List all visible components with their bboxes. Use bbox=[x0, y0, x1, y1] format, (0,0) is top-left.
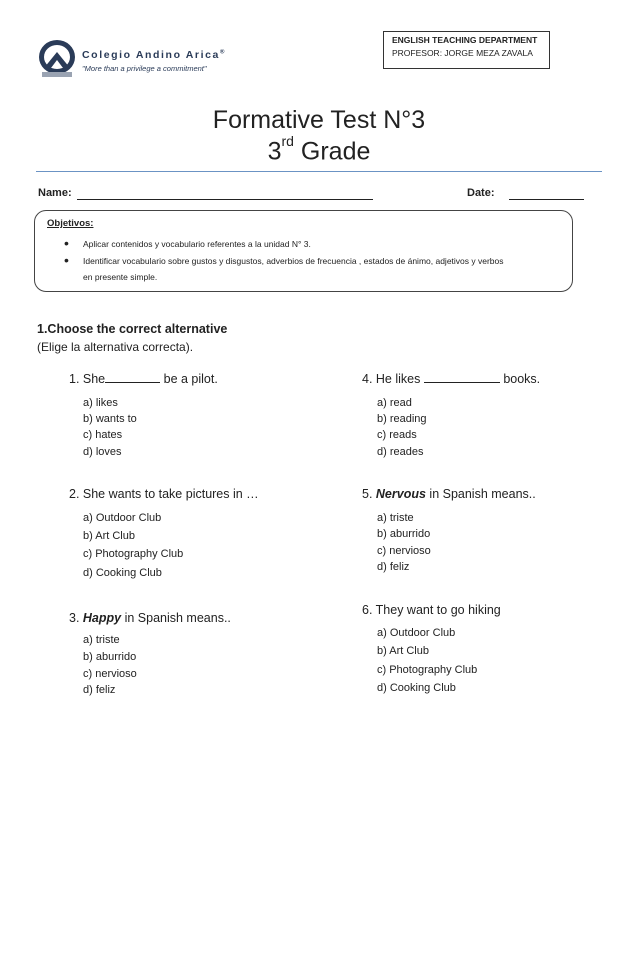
option-2c[interactable]: c) Photography Club bbox=[83, 548, 184, 560]
objectives-title: Objetivos: bbox=[47, 218, 94, 229]
answer-blank[interactable] bbox=[424, 371, 500, 383]
department-label: ENGLISH TEACHING DEPARTMENT bbox=[392, 35, 538, 45]
date-label: Date: bbox=[467, 187, 495, 199]
section-title: 1.Choose the correct alternative bbox=[37, 322, 228, 336]
name-field[interactable] bbox=[77, 199, 373, 200]
question-6: 6. They want to go hiking bbox=[362, 603, 501, 617]
objective-item-2-cont: en presente simple. bbox=[83, 272, 158, 282]
option-3a[interactable]: a) triste bbox=[83, 634, 120, 646]
school-slogan: "More than a privilege a commitment" bbox=[82, 64, 207, 73]
department-box bbox=[383, 31, 550, 69]
teacher-label: PROFESOR: JORGE MEZA ZAVALA bbox=[392, 48, 533, 58]
option-4a[interactable]: a) read bbox=[377, 397, 412, 409]
option-1c[interactable]: c) hates bbox=[83, 429, 123, 441]
option-6b[interactable]: b) Art Club bbox=[377, 645, 429, 657]
option-2a[interactable]: a) Outdoor Club bbox=[83, 512, 162, 524]
option-4c[interactable]: c) reads bbox=[377, 429, 417, 441]
option-5d[interactable]: d) feliz bbox=[377, 561, 410, 573]
option-3b[interactable]: b) aburrido bbox=[83, 651, 137, 663]
option-5c[interactable]: c) nervioso bbox=[377, 545, 431, 557]
question-4: 4. He likes books. bbox=[362, 372, 541, 386]
section-subtitle: (Elige la alternativa correcta). bbox=[37, 340, 194, 354]
school-name: Colegio Andino Arica® bbox=[82, 49, 227, 61]
objective-item-2: Identificar vocabulario sobre gustos y disgustos, adverbios de frecuencia , estados de ánimo, adjetivos y verbos bbox=[83, 256, 504, 266]
date-field[interactable] bbox=[509, 199, 584, 200]
header-divider bbox=[36, 171, 602, 172]
option-1d[interactable]: d) loves bbox=[83, 446, 122, 458]
bullet-icon: • bbox=[64, 252, 69, 268]
option-6c[interactable]: c) Photography Club bbox=[377, 664, 478, 676]
objective-item-1: Aplicar contenidos y vocabulario referentes a la unidad N° 3. bbox=[83, 239, 311, 249]
option-5b[interactable]: b) aburrido bbox=[377, 528, 431, 540]
answer-blank[interactable] bbox=[105, 371, 160, 383]
option-4d[interactable]: d) reades bbox=[377, 446, 424, 458]
school-logo-emblem-icon bbox=[38, 38, 76, 80]
option-4b[interactable]: b) reading bbox=[377, 413, 427, 425]
option-3d[interactable]: d) feliz bbox=[83, 684, 116, 696]
option-3c[interactable]: c) nervioso bbox=[83, 668, 137, 680]
question-5: 5. Nervous in Spanish means.. bbox=[362, 487, 536, 501]
name-label: Name: bbox=[38, 187, 72, 199]
question-1: 1. She be a pilot. bbox=[69, 372, 218, 386]
option-2b[interactable]: b) Art Club bbox=[83, 530, 135, 542]
question-3: 3. Happy in Spanish means.. bbox=[69, 611, 231, 625]
grade-title: 3rd Grade bbox=[267, 133, 371, 166]
question-2: 2. She wants to take pictures in … bbox=[69, 487, 259, 501]
option-6d[interactable]: d) Cooking Club bbox=[377, 682, 456, 694]
test-title: Formative Test N°3 bbox=[212, 106, 426, 134]
option-5a[interactable]: a) triste bbox=[377, 512, 414, 524]
option-1a[interactable]: a) likes bbox=[83, 397, 118, 409]
bullet-icon: • bbox=[64, 235, 69, 251]
option-2d[interactable]: d) Cooking Club bbox=[83, 567, 162, 579]
option-6a[interactable]: a) Outdoor Club bbox=[377, 627, 456, 639]
option-1b[interactable]: b) wants to bbox=[83, 413, 137, 425]
